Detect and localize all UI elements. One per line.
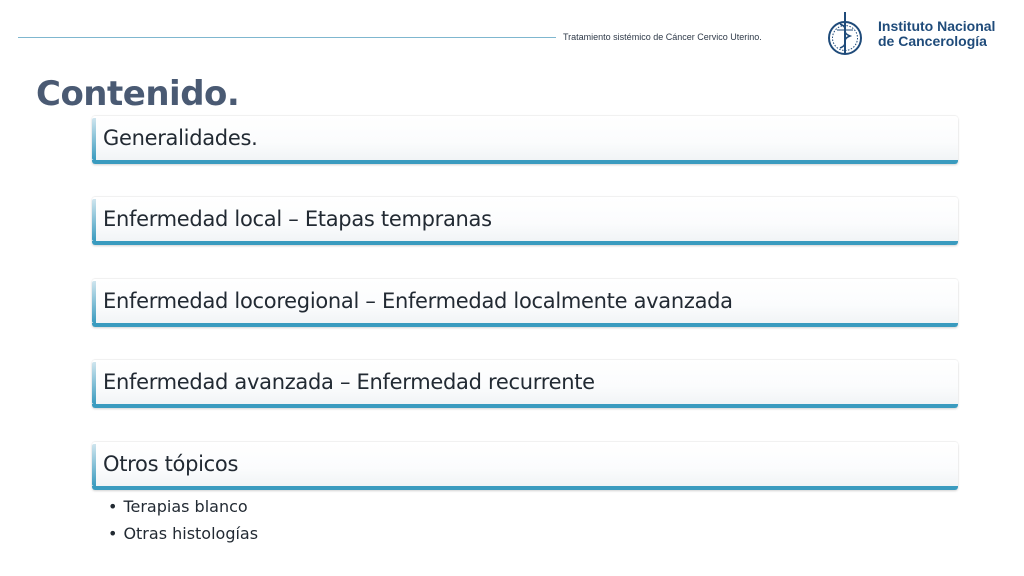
institution-logo: [824, 10, 1014, 58]
content-item-enfermedad-avanzada: [92, 360, 958, 408]
content-item-label: Enfermedad locoregional – Enfermedad localmente avanzada: [103, 289, 733, 313]
content-item-enfermedad-locoregional: [92, 279, 958, 327]
header-rule: [18, 37, 556, 38]
bullet-icon: •: [108, 524, 118, 543]
institution-name-line2: de Cancerología: [878, 33, 987, 49]
institution-name-line1: Instituto Nacional: [878, 18, 996, 34]
subitem-label: Terapias blanco: [123, 497, 248, 516]
otros-topicos-sublist: [108, 493, 258, 547]
content-item-otros-topicos: [92, 442, 958, 490]
content-item-label: Generalidades.: [103, 126, 258, 150]
subitem-otras-histologias: [108, 520, 258, 547]
bullet-icon: •: [108, 497, 118, 516]
content-item-enfermedad-local: [92, 197, 958, 245]
caduceus-emblem-icon: [824, 10, 868, 58]
content-item-label: Enfermedad avanzada – Enfermedad recurrente: [103, 370, 595, 394]
subitem-terapias-blanco: [108, 493, 258, 520]
subitem-label: Otras histologías: [123, 524, 259, 543]
presentation-subtitle: Tratamiento sistémico de Cáncer Cervico Uterino.: [563, 32, 762, 42]
institution-name: [878, 19, 995, 49]
content-item-label: Otros tópicos: [103, 452, 239, 476]
content-item-generalidades: [92, 116, 958, 164]
slide-title: Contenido.: [36, 74, 240, 114]
content-item-label: Enfermedad local – Etapas tempranas: [103, 207, 492, 231]
